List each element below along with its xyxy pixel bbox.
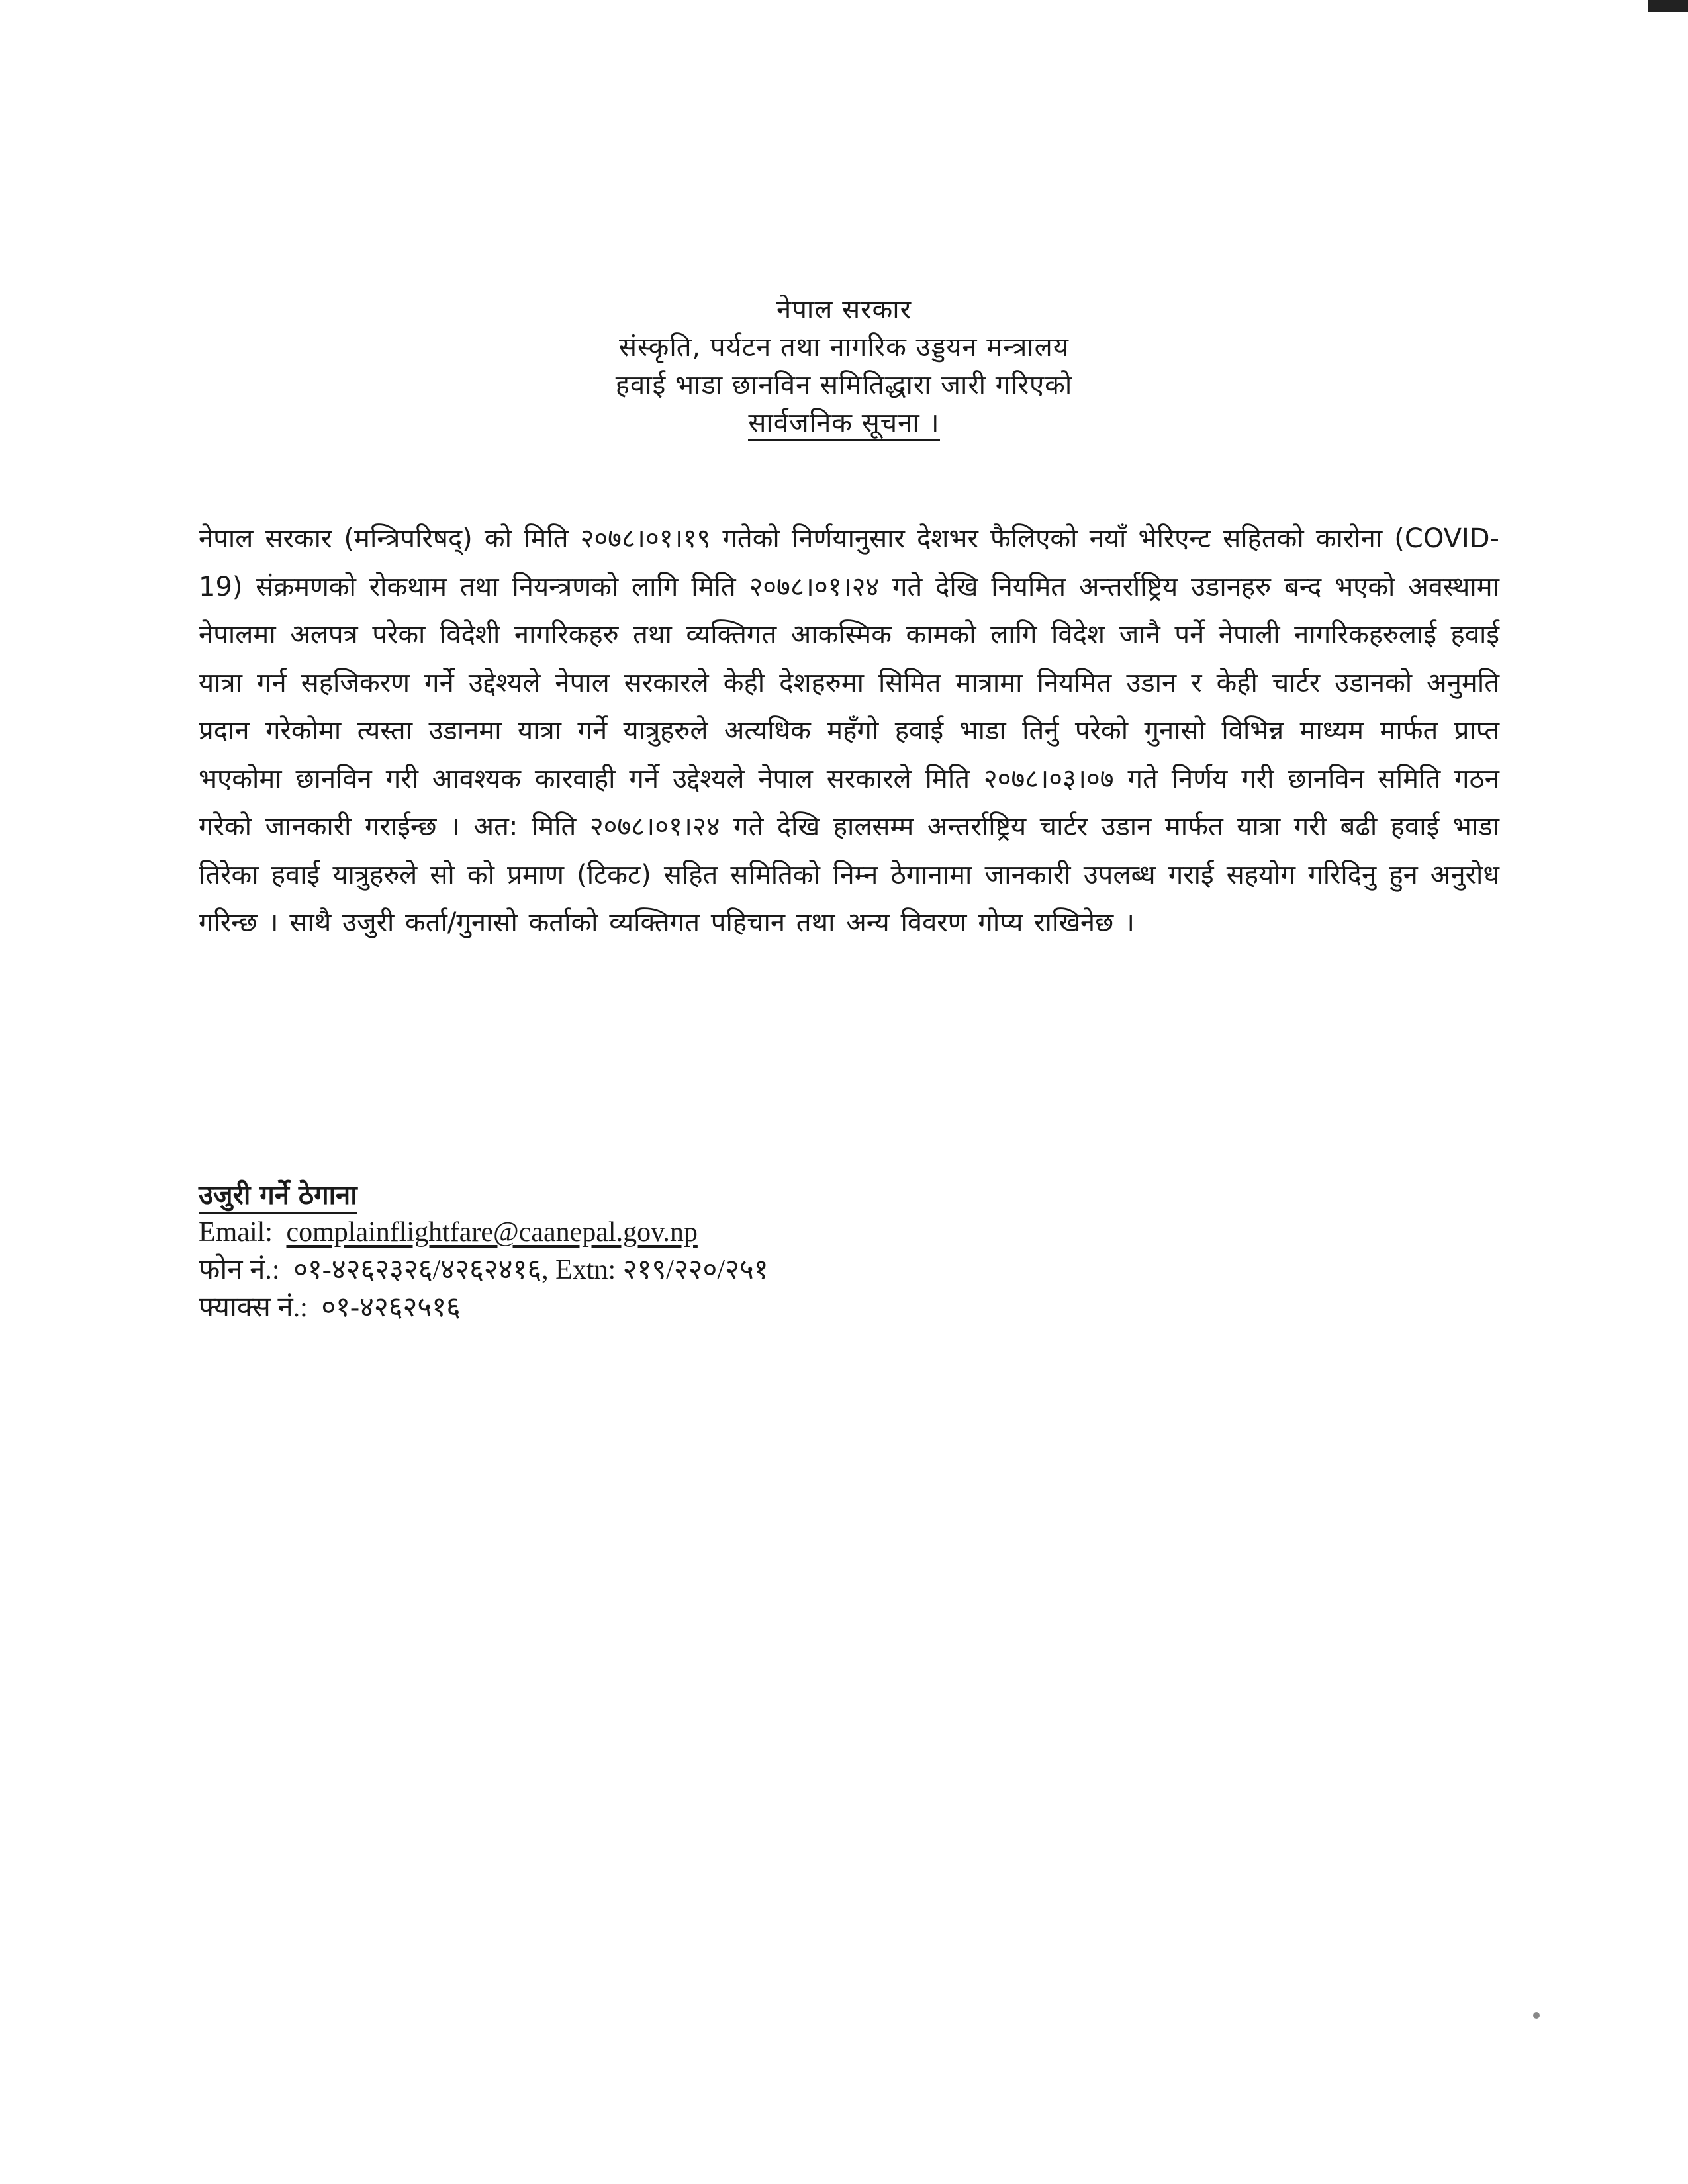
header-ministry: संस्कृति, पर्यटन तथा नागरिक उड्डयन मन्त्रालय xyxy=(619,332,1069,363)
header-committee: हवाई भाडा छानविन समितिद्धारा जारी गरिएको xyxy=(615,370,1073,400)
notice-header xyxy=(0,291,1688,442)
header-title-wrapper xyxy=(0,404,1688,442)
contact-heading: उजुरी गर्ने ठेगाना xyxy=(199,1180,357,1214)
notice-title: सार्वजनिक सूचना । xyxy=(748,408,939,441)
fax-label: फ्याक्स नं.: xyxy=(199,1293,308,1323)
scan-speck xyxy=(1533,2012,1540,2019)
fax-value: ०१-४२६२५१६ xyxy=(321,1293,461,1323)
email-line xyxy=(199,1214,1258,1251)
scan-corner-mark xyxy=(1648,0,1688,12)
notice-body-paragraph: नेपाल सरकार (मन्त्रिपरिषद्) को मिति २०७८।०१।१९ गतेको निर्णयानुसार देशभर फैलिएको नयाँ भेरिएन्ट सहितको कारोना (COVID-19) संक्रमणको रोकथाम तथा नियन्त्रणको लागि मिति २०७८।०१।२४ गते देखि नियमित अन्तर्राष्ट्रिय उडानहरु बन्द भएको अवस्थामा नेपालमा अलपत्र परेका विदेशी नागरिकहरु तथा व्यक्तिगत आकस्मिक कामको लागि विदेश जानै पर्ने नेपाली नागरिकहरुलाई हवाई यात्रा गर्न सहजिकरण गर्ने उद्देश्यले नेपाल सरकारले केही देशहरुमा सिमित मात्रामा नियमित उडान र केही चार्टर उडानको अनुमति प्रदान गरेकोमा त्यस्ता उडानमा यात्रा गर्ने यात्रुहरुले अत्यधिक महँगो हवाई भाडा तिर्नु परेको गुनासो विभिन्न माध्यम मार्फत प्राप्त भएकोमा छानविन गरी आवश्यक कारवाही गर्ने उद्देश्यले नेपाल सरकारले मिति २०७८।०३।०७ गते निर्णय गरी छानविन समिति गठन गरेको जानकारी गराईन्छ । अत: मिति २०७८।०१।२४ गते देखि हालसम्म अन्तर्राष्ट्रिय चार्टर उडान मार्फत यात्रा गरी बढी हवाई भाडा तिरेका हवाई यात्रुहरुले सो को प्रमाण (टिकट) सहित समितिको निम्न ठेगानामा जानकारी उपलब्ध गराई सहयोग गरिदिनु हुन अनुरोध गरिन्छ । साथै उजुरी कर्ता/गुनासो कर्ताको व्यक्तिगत पहिचान तथा अन्य विवरण गोप्य राखिनेछ । xyxy=(199,523,1499,938)
phone-value: ०१-४२६२३२६/४२६२४१६, Extn: २१९/२२०/२५१ xyxy=(293,1255,769,1285)
header-government: नेपाल सरकार xyxy=(776,295,912,325)
email-link[interactable]: complainflightfare@caanepal.gov.np xyxy=(286,1217,698,1248)
fax-line xyxy=(199,1289,1258,1327)
phone-line xyxy=(199,1251,1258,1289)
phone-label: फोन नं.: xyxy=(199,1255,280,1285)
email-label: Email: xyxy=(199,1217,273,1248)
complaint-contact-block xyxy=(199,1177,1258,1327)
contact-heading-wrapper xyxy=(199,1177,1258,1214)
